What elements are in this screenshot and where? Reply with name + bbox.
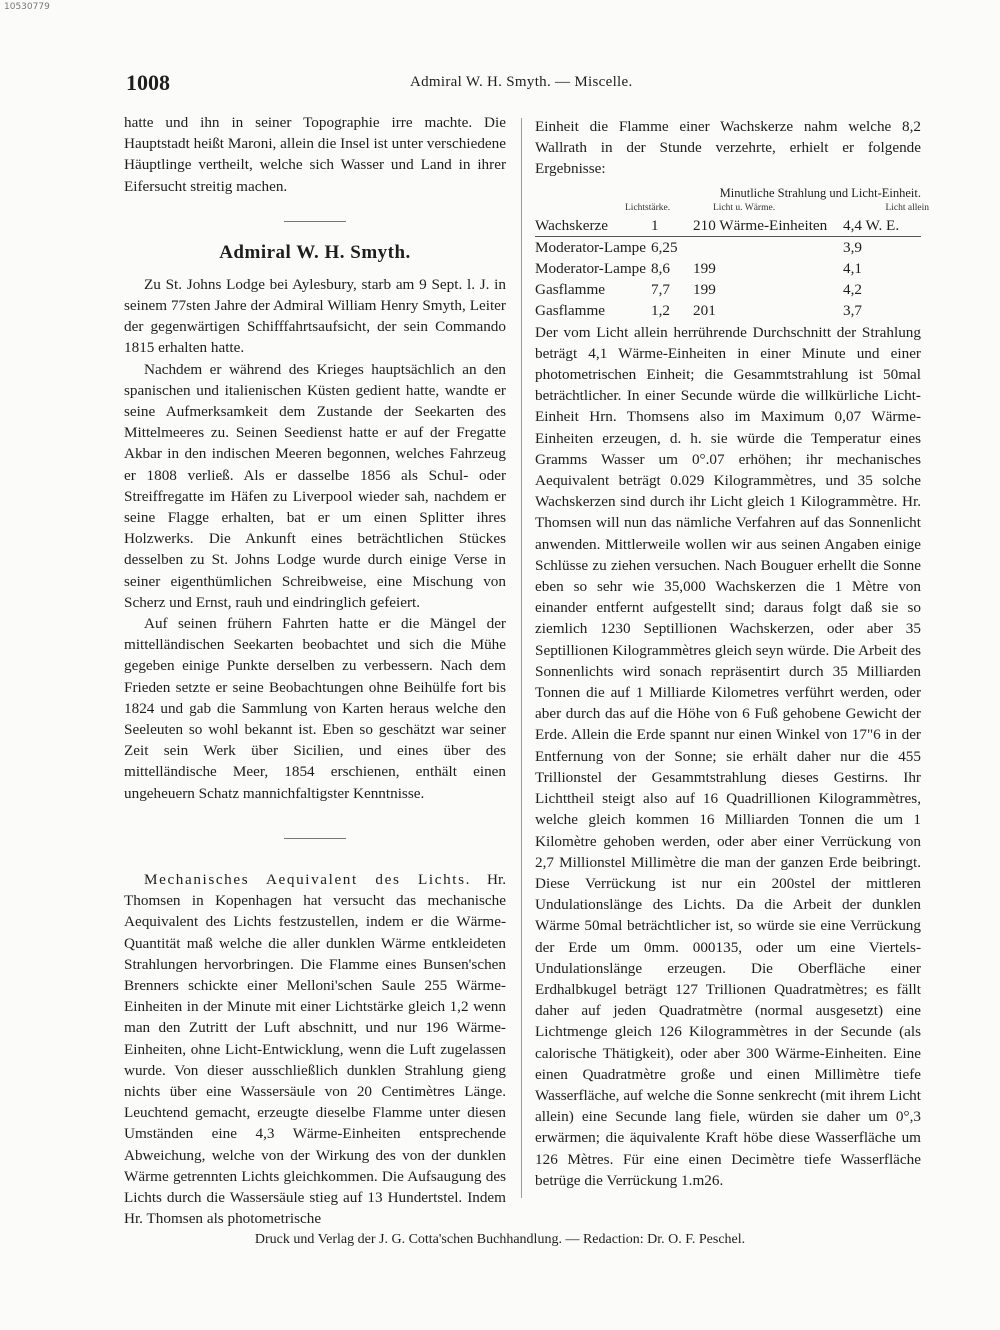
table-cell: Gasflamme	[535, 281, 606, 299]
table-cell: Moderator-Lampe	[535, 260, 647, 278]
measurement-table	[535, 215, 921, 322]
left-column	[124, 112, 506, 1229]
table-subhead: Lichtstärke.	[625, 202, 671, 213]
obituary-paragraph: Zu St. Johns Lodge bei Aylesbury, starb am 9 Sept. l. J. in seinem 77sten Jahre der Admiral William Henry Smyth, Leiter der gegenwärtigen Schifffahrtsaufsicht, der sein Commando 1815 erhalten hatte.	[124, 275, 506, 357]
table-caption: Minutliche Strahlung und Licht-Einheit.	[719, 185, 921, 200]
table-cell: Moderator-Lampe	[535, 238, 647, 256]
table-cell: 201	[693, 302, 716, 320]
table-cell: 4,1	[843, 260, 862, 278]
continuation-paragraph: Der vom Licht allein herrührende Durchschnitt der Strahlung beträgt 4,1 Wärme-Einheiten in einer Minute und einer photometrischen Einheit; die Gesammtstrahlung ist 50mal beträchtlicher. In einer Secunde würde die willkürliche Licht-Einheit Hrn. Thomsens also im Maximum 0,07 Wärme-Einheiten erzeugen, d. h. sie würde die Temperatur eines Gramms Wasser um 0°.07 erhöhen; ihr mechanisches Aequivalent beträgt 0.029 Kilogrammètres, und 35 solche Wachskerzen sind durch ihr Licht gleich 1 Kilogrammètre. Hr. Thomsen will nun das nämliche Verfahren auf das Sonnenlicht anwenden. Mittlerweile wollen wir aus seinen Angaben einige Schlüsse zu ziehen versuchen. Nach Bouguer erhellt die Sonne eben so sehr wie 35,000 Wachskerzen die 1 Mètre von einander entfernt aufgestellt sind; daraus folgt daß sie so ziemlich 1230 Septillionen Wachskerzen, oder aber 35 Septillionen Kilogrammètres gleich seyn würde. Die Arbeit des Sonnenlichts wird sonach repräsentirt durch 35 Milliarden Tonnen die auf 1 Milliarde Kilometres verführt werden, oder aber durch das auf die Höhe von 6 Fuß gehobene Gewicht der Erde. Allein die Erde spannt nur einen Winkel von 17"6 in der Entfernung von der Sonne; sie erhält daher nur die 455 Trillionstel der Gesammtstrahlung dieses Gestirns. Ihr Lichttheil steigt also auf 16 Quadrillionen Kilogrammètres, welche gleich kommen 16 Milliarden Tonnen die um 1 Kilomètre gehoben werden, oder aber einer Verrückung von 2,7 Millionstel Millimètre die man der ganzen Erde beibringt. Diese Verrückung ist nur ein 200stel der mittleren Undulationslänge des Lichts. Da die Arbeit der dunklen Wärme 50mal beträchtlicher ist, so würde sie eine Verrückung der Erde um 0mm. 000135, oder um eine Viertels-Undulationslänge erzeugen. Die Oberfläche einer Erdhalbkugel beträgt 127 Trillionen Quadratmètres; es fällt daher auf jeden Quadratmètre (normal ausgesetzt) eine Lichtmenge gleich 126 Kilogrammètres in der Secunde (als calorische Thätigkeit), oder aber 300 Wärme-Einheiten. Eine einen Quadratmètre große und einen Millimètre tiefe Wasserfläche, auf welche die Sonne senkrecht (mit ihrem Licht allein) eine Secunde lang fiele, würden sie daher um 0°,3 erwärmen; die äquivalente Kraft höbe diese Wasserfläche um 126 Mètres. Für eine einen Decimètre tiefe Wasserfläche betrüge die Verrückung 1.m26.	[535, 323, 921, 1189]
intro-paragraph: Einheit die Flamme einer Wachskerze nahm welche 8,2 Wallrath in der Stunde verzehrte, erhielt er folgende Ergebnisse:	[535, 118, 921, 178]
table-cell: 8,6	[651, 260, 670, 278]
miscelle-heading: Mechanisches Aequivalent des Lichts.	[144, 870, 472, 888]
table-cell: 199	[693, 281, 716, 299]
right-column	[535, 116, 929, 1191]
table-cell: Gasflamme	[535, 302, 606, 320]
table-subheads	[625, 202, 929, 215]
table-row	[535, 258, 921, 279]
obituary-title: Admiral W. H. Smyth.	[219, 241, 411, 263]
table-cell: 3,9	[843, 238, 862, 256]
table-cell: 1	[651, 215, 693, 237]
scan-id-label: 10530779	[4, 2, 50, 12]
table-row	[535, 236, 921, 258]
miscelle-paragraph	[124, 869, 506, 1229]
table-cell: 199	[693, 260, 716, 278]
table-row	[535, 279, 921, 300]
section-divider	[284, 838, 346, 839]
obituary-paragraph: Nachdem er während des Krieges hauptsächlich an den spanischen und italienischen Küsten gedient hatte, wandte er seine Aufmerksamkeit dem Zustande der Seekarten des Mittelmeeres zu. Seinen Seedienst hatte er auf der Fregatte Akbar in den indischen Meeren begonnen, welches Fahrzeug er 1808 verließ. Als er dasselbe 1856 als Schul- oder Streiffregatte im Häfen zu Liverpool wieder sah, nachdem er seine Flagge erhalten, bat er um einen Splitter ihres Holzwerks. Die Ankunft eines beträchtlichen Stückes desselben zu St. Johns Lodge wurde durch einige Verse in seiner eigenthümlichen Schreibweise, eine Mischung von Scherz und Ernst, rauh und eindringlich gefeiert.	[124, 360, 506, 611]
running-head: Admiral W. H. Smyth. — Miscelle.	[410, 74, 633, 90]
table-subhead: Licht allein	[885, 202, 929, 213]
table-subhead: Licht u. Wärme.	[713, 202, 776, 213]
table-cell: 4,2	[843, 281, 862, 299]
table-cell: 7,7	[651, 281, 670, 299]
table-cell	[693, 236, 843, 258]
obituary-paragraph: Auf seinen frühern Fahrten hatte er die Mängel der mittelländischen Seekarten beobachtet und sich die Mühe gegeben einige Punkte derselben zu verbessern. Nach dem Frieden setzte er seine Beobachtungen ohne Beihülfe fort bis 1824 und gab die Sammlung von Karten heraus welche den Seeleuten so wohl bekannt ist. Eben so geschätzt war seiner Zeit sein Werk über Sicilien, und eines über des mittelländische Meer, 1854 erschienen, enthält einen ungeheuern Schatz mannichfaltigster Kenntnisse.	[124, 615, 506, 802]
table-row	[535, 300, 921, 321]
table-cell: 4,4 W. E.	[843, 215, 921, 237]
table-cell: 1,2	[651, 302, 670, 320]
table-row	[535, 215, 921, 237]
table-cell: Wachskerze	[535, 215, 651, 237]
column-rule	[521, 118, 522, 1198]
miscelle-text: Hr. Thomsen in Kopenhagen hat versucht das mechanische Aequivalent des Lichts festzustellen, indem er die Wärme-Quantität maß welche die aller dunklen Wärme entkleideten Strahlungen hervorbringen. Die Flamme eines Bunsen'schen Brenners schickte einer Melloni'schen Saule 255 Wärme-Einheiten in der Minute mit einer Lichtstärke gleich 1,2 wenn man den Zutritt der Luft abschnitt, und nur 196 Wärme-Einheiten, ohne Licht-Entwicklung, wenn die Luft zugelassen wurde. Von dieser ausschließlich dunklen Strahlung gieng nichts über eine Wassersäule von 20 Centimètres Länge. Leuchtend gemacht, erzeugte dieselbe Flamme unter diesen Umständen eine 4,3 Wärme-Einheiten entsprechende Abweichung, welche von der Wirkung des von der dunklen Wärme getrennten Lichts gleichkommen. Die Aufsaugung des Lichts durch die Wassersäule stieg auf 13 Hundertstel. Indem Hr. Thomsen als photometrische	[124, 870, 506, 1228]
table-cell: 3,7	[843, 302, 862, 320]
page-number: 1008	[126, 70, 170, 95]
table-cell: 210 Wärme-Einheiten	[693, 215, 843, 237]
imprint-footer: Druck und Verlag der J. G. Cotta'schen Buchhandlung. — Redaction: Dr. O. F. Peschel.	[254, 1232, 746, 1247]
section-divider	[284, 221, 346, 222]
table-cell: 6,25	[651, 238, 678, 256]
carryover-paragraph: hatte und ihn in seiner Topographie irre machte. Die Hauptstadt heißt Maroni, allein die Insel ist unter verschiedene Häuptlinge vertheilt, welche sich Wasser und Land in ihrer Eifersucht streitig machen.	[124, 114, 506, 195]
